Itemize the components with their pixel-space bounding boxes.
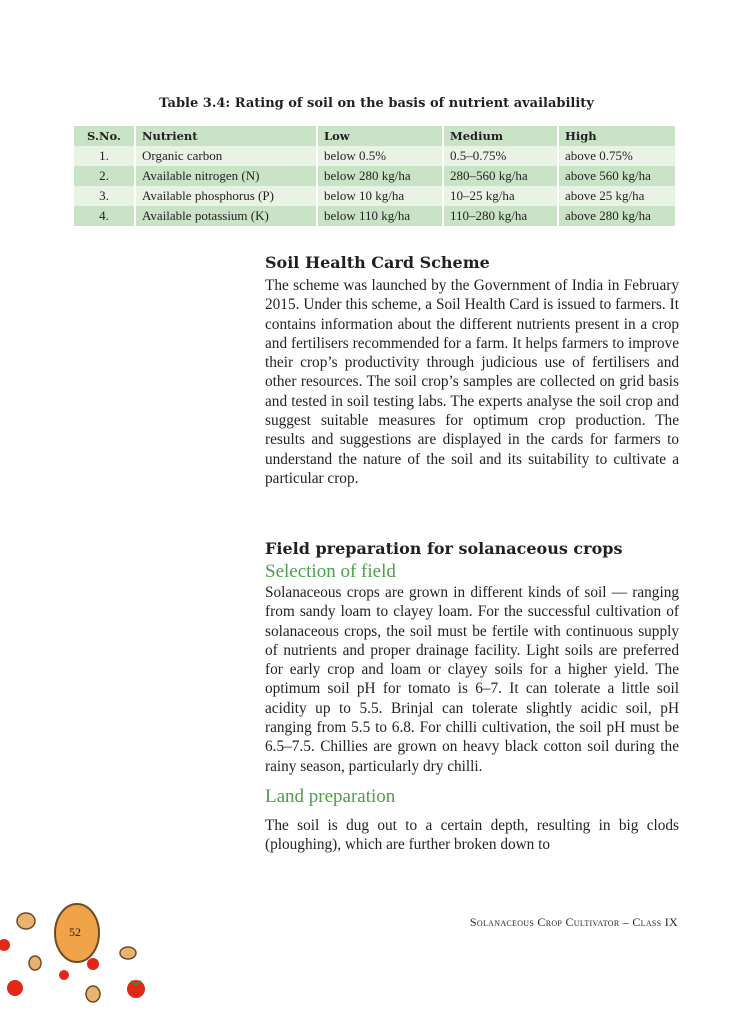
header-high: High <box>559 126 675 146</box>
cell-medium: 110–280 kg/ha <box>444 206 557 226</box>
cell-medium: 280–560 kg/ha <box>444 166 557 186</box>
table-header-row <box>74 126 675 146</box>
running-title: Solanaceous Crop Cultivator – Class IX <box>469 915 678 929</box>
header-nutrient: Nutrient <box>136 126 316 146</box>
header-low: Low <box>318 126 442 146</box>
subsection-heading: Selection of field <box>265 561 396 582</box>
header-sno: S.No. <box>74 126 134 146</box>
cell-high: above 560 kg/ha <box>559 166 675 186</box>
cell-nutrient: Available nitrogen (N) <box>136 166 316 186</box>
cell-high: above 25 kg/ha <box>559 186 675 206</box>
table-row <box>74 146 675 166</box>
cell-low: below 10 kg/ha <box>318 186 442 206</box>
cell-sno: 2. <box>74 166 134 186</box>
table-row <box>74 166 675 186</box>
cell-medium: 10–25 kg/ha <box>444 186 557 206</box>
tomato-icon <box>127 980 145 998</box>
potato-icon <box>86 986 100 1002</box>
cell-low: below 280 kg/ha <box>318 166 442 186</box>
potato-icon <box>29 956 41 970</box>
cell-nutrient: Available potassium (K) <box>136 206 316 226</box>
table-row <box>74 206 675 226</box>
vegetable-decoration <box>0 895 160 1024</box>
section-paragraph: Solanaceous crops are grown in different kinds of soil — ranging from sandy loam to clayey loam. For the successful cultivation of solanaceous crops, the soil must be fertile with continuous supply of nutrients and proper drainage facility. Light soils are preferred for early crop and loam or clayey soils for a higher yield. The optimum soil pH for tomato is 6–7. It can tolerate a little soil acidity up to 5.5. Brinjal can tolerate slightly acidic soil, pH ranging from 5.5 to 6.8. For chilli cultivation, the soil pH must be 6.5–7.5. Chillies are grown on heavy black cotton soil during the rainy season, particularly dry chilli. <box>265 584 679 775</box>
cell-nutrient: Available phosphorus (P) <box>136 186 316 206</box>
potato-icon <box>120 947 136 959</box>
soil-health-section <box>265 253 679 488</box>
cell-high: above 280 kg/ha <box>559 206 675 226</box>
potato-icon <box>17 913 35 929</box>
tomato-icon <box>87 958 99 970</box>
tomato-icon <box>59 970 69 980</box>
section-paragraph: The scheme was launched by the Government of India in February 2015. Under this scheme, a Soil Health Card is issued to farmers. It contains information about the different nutrients present in a crop and fertilisers recommended for a farm. It helps farmers to improve their crop’s productivity through judicious use of fertilisers and other resources. The soil crop’s samples are collected on grid basis and tested in soil testing labs. The experts analyse the soil crop and suggest suitable measures for optimum crop production. The results and suggestions are displayed in the cards for farmers to understand the nature of the soil and its suitability to cultivate a particular crop. <box>265 277 679 487</box>
cell-high: above 0.75% <box>559 146 675 166</box>
tomato-icon <box>0 939 10 951</box>
tomato-icon <box>7 980 23 996</box>
page-number: 52 <box>69 925 81 939</box>
section-heading: Field preparation for solanaceous crops <box>265 539 623 558</box>
table-row <box>74 186 675 206</box>
cell-sno: 1. <box>74 146 134 166</box>
cell-sno: 4. <box>74 206 134 226</box>
cell-nutrient: Organic carbon <box>136 146 316 166</box>
cell-medium: 0.5–0.75% <box>444 146 557 166</box>
field-prep-section <box>265 539 679 855</box>
section-paragraph: The soil is dug out to a certain depth, resulting in big clods (ploughing), which are further broken down to <box>265 816 679 854</box>
table-title: Table 3.4: Rating of soil on the basis of nutrient availability <box>159 96 594 111</box>
header-medium: Medium <box>444 126 557 146</box>
cell-low: below 0.5% <box>318 146 442 166</box>
subsection-heading: Land preparation <box>265 785 396 807</box>
cell-sno: 3. <box>74 186 134 206</box>
cell-low: below 110 kg/ha <box>318 206 442 226</box>
running-footer <box>470 915 678 930</box>
section-heading: Soil Health Card Scheme <box>265 253 490 272</box>
nutrient-rating-table <box>72 126 677 226</box>
